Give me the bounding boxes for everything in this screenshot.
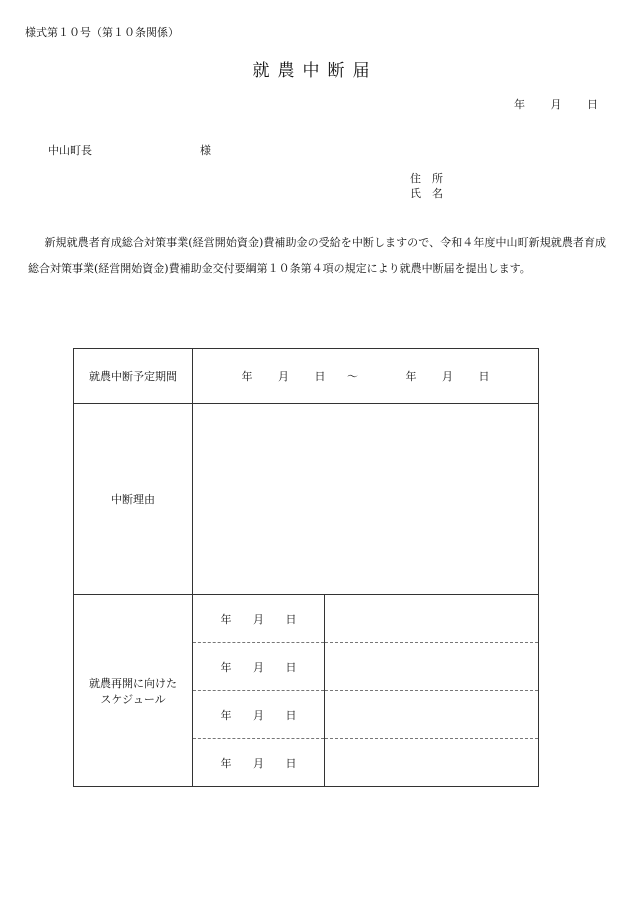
period-end-month: 月	[442, 370, 453, 383]
form-number: 様式第１０号（第１０条関係）	[25, 26, 179, 39]
applicant-address-label: 住 所	[410, 172, 443, 185]
period-end-year: 年	[405, 370, 417, 383]
schedule-date-2[interactable]	[193, 643, 325, 691]
schedule-day: 日	[285, 660, 297, 674]
schedule-detail-2[interactable]	[325, 643, 539, 691]
reason-label: 中断理由	[74, 404, 193, 595]
schedule-label-line1: 就農再開に向けた	[89, 676, 177, 690]
form-table	[73, 348, 538, 786]
schedule-date-3[interactable]	[193, 691, 325, 739]
period-end-day: 日	[478, 370, 490, 383]
body-text: 新規就農者育成総合対策事業(経営開始資金)費補助金の受給を中断しますので、令和４年度中山町新規就農者育成総合対策事業(経営開始資金)費補助金交付要綱第１０条第４項の規定により就農中断届を提出します。	[28, 236, 606, 275]
page-title: 就農中断届	[252, 61, 378, 81]
schedule-date-1[interactable]	[193, 595, 325, 643]
schedule-year: 年	[220, 708, 232, 722]
period-start-year: 年	[241, 370, 253, 383]
reason-field[interactable]	[193, 404, 539, 595]
period-start-day: 日	[314, 370, 326, 383]
submission-date	[514, 96, 598, 112]
schedule-month: 月	[253, 708, 264, 722]
schedule-month: 月	[253, 660, 264, 674]
schedule-detail-1[interactable]	[325, 595, 539, 643]
applicant-name-label: 氏 名	[410, 187, 443, 200]
schedule-label-line2: スケジュール	[100, 692, 166, 706]
date-day: 日	[587, 98, 598, 111]
schedule-year: 年	[220, 660, 232, 674]
schedule-detail-3[interactable]	[325, 691, 539, 739]
period-field[interactable]	[193, 349, 539, 404]
schedule-date-4[interactable]	[193, 739, 325, 787]
addressee-name: 中山町長	[48, 144, 92, 157]
date-month: 月	[550, 98, 562, 111]
schedule-detail-4[interactable]	[325, 739, 539, 787]
date-year: 年	[514, 98, 525, 111]
period-tilde: 〜	[347, 370, 358, 383]
schedule-day: 日	[285, 708, 297, 722]
schedule-year: 年	[220, 612, 232, 626]
schedule-month: 月	[253, 756, 264, 770]
schedule-day: 日	[285, 756, 297, 770]
schedule-label	[74, 595, 193, 787]
schedule-month: 月	[253, 612, 264, 626]
schedule-day: 日	[285, 612, 297, 626]
period-start-month: 月	[278, 370, 289, 383]
period-label: 就農中断予定期間	[74, 349, 193, 404]
addressee-honorific: 様	[200, 144, 211, 157]
schedule-year: 年	[220, 756, 232, 770]
